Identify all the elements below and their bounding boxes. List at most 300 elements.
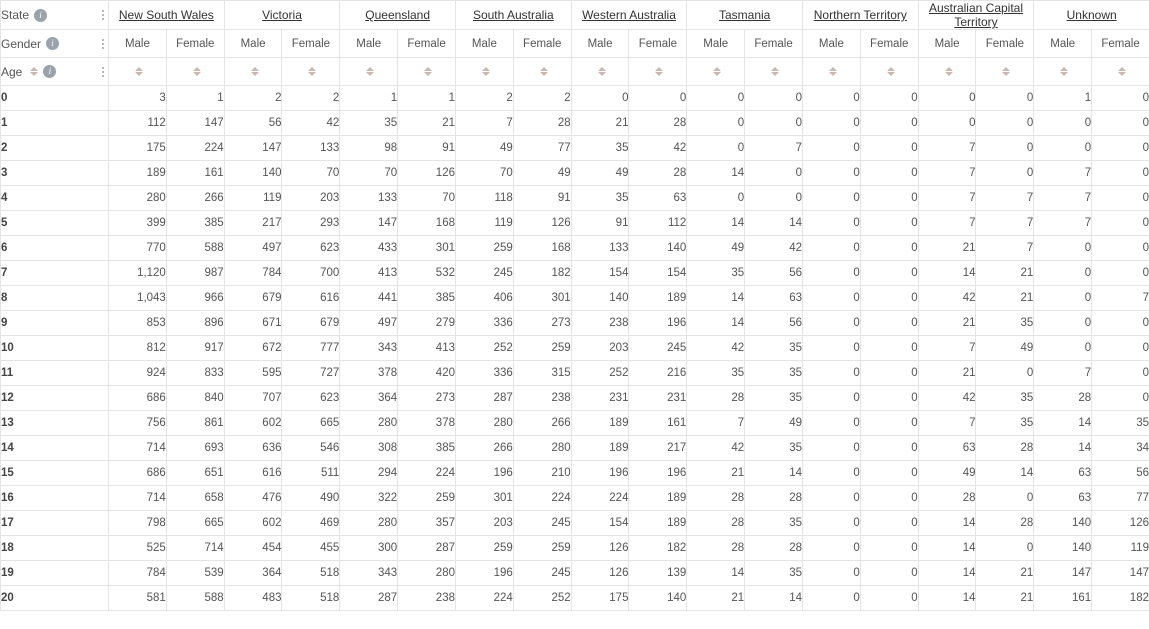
table-cell: 2 — [455, 86, 513, 111]
state-header-link[interactable]: Queensland — [365, 8, 431, 22]
table-cell: 455 — [282, 536, 340, 561]
table-cell: 7 — [918, 411, 976, 436]
table-cell: 245 — [513, 561, 571, 586]
gender-header-13[interactable]: Female — [860, 30, 918, 58]
table-cell: 853 — [109, 311, 167, 336]
table-cell: 0 — [1034, 336, 1092, 361]
state-row-label[interactable] — [1, 1, 109, 30]
table-cell: 0 — [1034, 311, 1092, 336]
gender-header-3[interactable]: Female — [282, 30, 340, 58]
table-cell: 0 — [1092, 386, 1149, 411]
table-cell: 189 — [629, 486, 687, 511]
age-label-text: Age — [1, 64, 23, 79]
gender-header-4[interactable]: Male — [340, 30, 398, 58]
age-sort-icon[interactable] — [30, 67, 38, 76]
table-cell: 28 — [976, 511, 1034, 536]
table-cell: 126 — [398, 161, 456, 186]
table-cell: 0 — [1092, 361, 1149, 386]
table-cell: 91 — [398, 136, 456, 161]
state-header-6[interactable] — [802, 1, 918, 30]
table-cell: 7 — [918, 336, 976, 361]
table-row — [1, 361, 1149, 386]
table-cell: 35 — [745, 561, 803, 586]
table-cell: 0 — [802, 461, 860, 486]
table-cell: 7 — [976, 211, 1034, 236]
table-cell: 322 — [340, 486, 398, 511]
table-cell: 0 — [860, 561, 918, 586]
table-cell: 0 — [687, 136, 745, 161]
gender-header-7[interactable]: Female — [513, 30, 571, 58]
gender-header-0[interactable]: Male — [109, 30, 167, 58]
table-cell: 301 — [455, 486, 513, 511]
sort-icon[interactable] — [251, 67, 259, 76]
table-cell: 35 — [745, 361, 803, 386]
table-cell: 35 — [745, 336, 803, 361]
table-cell: 0 — [860, 211, 918, 236]
table-cell: 0 — [1092, 86, 1149, 111]
table-cell: 525 — [109, 536, 167, 561]
table-cell: 497 — [340, 311, 398, 336]
gender-header-12[interactable]: Male — [802, 30, 860, 58]
table-cell: 0 — [745, 186, 803, 211]
sort-icon[interactable] — [366, 67, 374, 76]
table-cell: 966 — [166, 286, 224, 311]
table-cell: 231 — [571, 386, 629, 411]
table-cell: 0 — [687, 186, 745, 211]
sort-icon[interactable] — [655, 67, 663, 76]
table-cell: 0 — [976, 536, 1034, 561]
table-cell: 399 — [109, 211, 167, 236]
row-header-age: 10 — [1, 336, 109, 361]
sort-icon[interactable] — [1002, 67, 1010, 76]
table-cell: 273 — [513, 311, 571, 336]
table-cell: 280 — [398, 561, 456, 586]
column-sort-15[interactable] — [976, 58, 1034, 86]
table-cell: 0 — [860, 261, 918, 286]
state-header-link[interactable]: Australian Capital Territory — [928, 1, 1024, 29]
table-cell: 154 — [571, 261, 629, 286]
table-cell: 161 — [629, 411, 687, 436]
state-header-link[interactable]: Tasmania — [718, 8, 771, 22]
table-cell: 0 — [1092, 336, 1149, 361]
table-cell: 56 — [1092, 461, 1149, 486]
table-cell: 0 — [802, 236, 860, 261]
table-cell: 56 — [745, 311, 803, 336]
table-cell: 0 — [802, 436, 860, 461]
table-cell: 35 — [340, 111, 398, 136]
sort-icon[interactable] — [193, 67, 201, 76]
table-cell: 203 — [282, 186, 340, 211]
table-cell: 49 — [918, 461, 976, 486]
table-cell: 784 — [109, 561, 167, 586]
table-cell: 0 — [802, 211, 860, 236]
table-cell: 35 — [745, 436, 803, 461]
table-cell: 0 — [1092, 161, 1149, 186]
sort-icon[interactable] — [829, 67, 837, 76]
row-header-age: 20 — [1, 586, 109, 611]
gender-header-17[interactable]: Female — [1092, 30, 1149, 58]
gender-menu-icon[interactable] — [98, 30, 108, 57]
table-cell: 0 — [802, 386, 860, 411]
table-cell: 7 — [918, 161, 976, 186]
table-cell: 63 — [629, 186, 687, 211]
column-sort-12[interactable] — [802, 58, 860, 86]
table-cell: 0 — [860, 111, 918, 136]
table-cell: 2 — [282, 86, 340, 111]
table-cell: 433 — [340, 236, 398, 261]
gender-header-15[interactable]: Female — [976, 30, 1034, 58]
table-cell: 0 — [802, 261, 860, 286]
table-body — [1, 86, 1149, 611]
table-cell: 112 — [109, 111, 167, 136]
column-sort-4[interactable] — [340, 58, 398, 86]
table-cell: 0 — [802, 336, 860, 361]
table-cell: 168 — [398, 211, 456, 236]
table-cell: 679 — [282, 311, 340, 336]
table-cell: 665 — [166, 511, 224, 536]
table-cell: 21 — [398, 111, 456, 136]
table-cell: 679 — [224, 286, 282, 311]
sort-icon[interactable] — [308, 67, 316, 76]
table-cell: 665 — [282, 411, 340, 436]
table-row — [1, 386, 1149, 411]
state-header-8[interactable] — [1034, 1, 1149, 30]
row-header-age: 13 — [1, 411, 109, 436]
table-cell: 28 — [918, 486, 976, 511]
table-cell: 2 — [224, 86, 282, 111]
sort-icon[interactable] — [598, 67, 606, 76]
table-cell: 0 — [860, 511, 918, 536]
table-cell: 315 — [513, 361, 571, 386]
table-cell: 0 — [802, 511, 860, 536]
table-cell: 28 — [513, 111, 571, 136]
table-cell: 42 — [629, 136, 687, 161]
table-cell: 224 — [455, 586, 513, 611]
table-cell: 0 — [860, 386, 918, 411]
table-cell: 441 — [340, 286, 398, 311]
table-cell: 49 — [687, 236, 745, 261]
table-cell: 14 — [745, 586, 803, 611]
table-cell: 784 — [224, 261, 282, 286]
table-cell: 126 — [513, 211, 571, 236]
column-sort-9[interactable] — [629, 58, 687, 86]
table-cell: 770 — [109, 236, 167, 261]
column-sort-6[interactable] — [455, 58, 513, 86]
table-cell: 454 — [224, 536, 282, 561]
gender-header-10[interactable]: Male — [687, 30, 745, 58]
column-sort-17[interactable] — [1092, 58, 1149, 86]
table-cell: 238 — [398, 586, 456, 611]
column-sort-16[interactable] — [1034, 58, 1092, 86]
state-header-link[interactable]: Northern Territory — [813, 8, 907, 22]
table-cell: 133 — [340, 186, 398, 211]
column-sort-2[interactable] — [224, 58, 282, 86]
state-header-4[interactable] — [571, 1, 687, 30]
table-cell: 35 — [571, 186, 629, 211]
table-cell: 182 — [629, 536, 687, 561]
table-row — [1, 261, 1149, 286]
row-header-age: 1 — [1, 111, 109, 136]
gender-header-11[interactable]: Female — [745, 30, 803, 58]
table-cell: 0 — [976, 86, 1034, 111]
table-cell: 0 — [802, 86, 860, 111]
table-cell: 280 — [109, 186, 167, 211]
table-cell: 273 — [398, 386, 456, 411]
row-header-age: 17 — [1, 511, 109, 536]
table-cell: 35 — [976, 311, 1034, 336]
table-row — [1, 186, 1149, 211]
state-header-3[interactable] — [455, 1, 571, 30]
table-cell: 0 — [860, 436, 918, 461]
table-header — [1, 1, 1149, 86]
column-sort-0[interactable] — [109, 58, 167, 86]
table-cell: 0 — [1092, 186, 1149, 211]
table-cell: 511 — [282, 461, 340, 486]
table-row — [1, 436, 1149, 461]
table-cell: 0 — [860, 86, 918, 111]
state-header-1[interactable] — [224, 1, 340, 30]
table-cell: 216 — [629, 361, 687, 386]
table-cell: 896 — [166, 311, 224, 336]
table-cell: 0 — [802, 286, 860, 311]
table-cell: 196 — [629, 461, 687, 486]
table-cell: 21 — [918, 361, 976, 386]
table-cell: 21 — [976, 586, 1034, 611]
sort-icon[interactable] — [135, 67, 143, 76]
state-header-link[interactable]: South Australia — [472, 8, 554, 22]
table-cell: 14 — [745, 211, 803, 236]
table-cell: 602 — [224, 511, 282, 536]
table-cell: 175 — [109, 136, 167, 161]
table-cell: 70 — [340, 161, 398, 186]
state-header-7[interactable] — [918, 1, 1034, 30]
table-cell: 217 — [629, 436, 687, 461]
sort-icon[interactable] — [713, 67, 721, 76]
column-sort-8[interactable] — [571, 58, 629, 86]
table-cell: 0 — [860, 336, 918, 361]
table-cell: 14 — [976, 461, 1034, 486]
sort-icon[interactable] — [540, 67, 548, 76]
gender-header-2[interactable]: Male — [224, 30, 282, 58]
gender-header-14[interactable]: Male — [918, 30, 976, 58]
table-cell: 546 — [282, 436, 340, 461]
table-cell: 1 — [340, 86, 398, 111]
info-icon[interactable]: i — [43, 65, 56, 78]
table-cell: 189 — [629, 286, 687, 311]
table-cell: 140 — [1034, 511, 1092, 536]
table-cell: 636 — [224, 436, 282, 461]
table-cell: 7 — [687, 411, 745, 436]
table-cell: 49 — [455, 136, 513, 161]
gender-header-1[interactable]: Female — [166, 30, 224, 58]
table-cell: 364 — [340, 386, 398, 411]
table-cell: 343 — [340, 561, 398, 586]
table-cell: 686 — [109, 386, 167, 411]
table-cell: 833 — [166, 361, 224, 386]
table-cell: 7 — [976, 186, 1034, 211]
sort-icon[interactable] — [1118, 67, 1126, 76]
table-cell: 707 — [224, 386, 282, 411]
table-cell: 91 — [571, 211, 629, 236]
table-row — [1, 111, 1149, 136]
table-cell: 343 — [340, 336, 398, 361]
table-cell: 287 — [340, 586, 398, 611]
table-cell: 49 — [571, 161, 629, 186]
table-cell: 21 — [976, 261, 1034, 286]
table-cell: 0 — [687, 111, 745, 136]
sort-icon[interactable] — [424, 67, 432, 76]
column-sort-11[interactable] — [745, 58, 803, 86]
state-header-link[interactable]: Western Australia — [582, 8, 676, 22]
table-cell: 700 — [282, 261, 340, 286]
table-cell: 686 — [109, 461, 167, 486]
table-cell: 224 — [398, 461, 456, 486]
state-menu-icon[interactable] — [98, 1, 108, 29]
sort-icon[interactable] — [887, 67, 895, 76]
table-cell: 0 — [802, 111, 860, 136]
table-cell: 28 — [687, 486, 745, 511]
table-cell: 1 — [398, 86, 456, 111]
row-header-age: 14 — [1, 436, 109, 461]
column-sort-1[interactable] — [166, 58, 224, 86]
column-sort-3[interactable] — [282, 58, 340, 86]
state-header-link[interactable]: Unknown — [1066, 8, 1117, 22]
table-cell: 0 — [860, 186, 918, 211]
table-cell: 0 — [802, 311, 860, 336]
info-icon[interactable]: i — [46, 37, 59, 50]
state-header-link[interactable]: New South Wales — [118, 8, 214, 22]
gender-header-16[interactable]: Male — [1034, 30, 1092, 58]
column-sort-7[interactable] — [513, 58, 571, 86]
age-row-label[interactable] — [1, 58, 109, 86]
gender-header-5[interactable]: Female — [398, 30, 456, 58]
table-cell: 189 — [109, 161, 167, 186]
table-cell: 35 — [687, 261, 745, 286]
table-cell: 224 — [166, 136, 224, 161]
table-cell: 7 — [1034, 186, 1092, 211]
state-header-row — [1, 1, 1149, 30]
row-header-age: 18 — [1, 536, 109, 561]
table-cell: 259 — [455, 536, 513, 561]
table-cell: 49 — [745, 411, 803, 436]
age-menu-icon[interactable] — [98, 58, 108, 85]
column-sort-5[interactable] — [398, 58, 456, 86]
table-cell: 385 — [166, 211, 224, 236]
table-cell: 182 — [513, 261, 571, 286]
table-row — [1, 536, 1149, 561]
table-cell: 0 — [1092, 311, 1149, 336]
state-label-text: State — [1, 8, 30, 22]
sort-icon[interactable] — [1060, 67, 1068, 76]
state-header-link[interactable]: Victoria — [262, 8, 302, 22]
table-cell: 203 — [455, 511, 513, 536]
table-cell: 357 — [398, 511, 456, 536]
gender-header-8[interactable]: Male — [571, 30, 629, 58]
table-cell: 0 — [1092, 236, 1149, 261]
table-cell: 0 — [1034, 111, 1092, 136]
table-cell: 70 — [398, 186, 456, 211]
table-cell: 14 — [687, 311, 745, 336]
state-header-5[interactable] — [687, 1, 803, 30]
row-header-age: 19 — [1, 561, 109, 586]
table-cell: 196 — [629, 311, 687, 336]
table-cell: 21 — [976, 286, 1034, 311]
table-cell: 133 — [282, 136, 340, 161]
table-cell: 336 — [455, 361, 513, 386]
column-sort-10[interactable] — [687, 58, 745, 86]
table-cell: 35 — [1092, 411, 1149, 436]
info-icon[interactable]: i — [34, 9, 47, 22]
table-cell: 14 — [687, 561, 745, 586]
table-cell: 714 — [109, 486, 167, 511]
table-cell: 28 — [976, 436, 1034, 461]
row-header-age: 6 — [1, 236, 109, 261]
gender-header-6[interactable]: Male — [455, 30, 513, 58]
table-cell: 287 — [455, 386, 513, 411]
table-cell: 336 — [455, 311, 513, 336]
table-cell: 140 — [224, 161, 282, 186]
table-cell: 623 — [282, 386, 340, 411]
table-cell: 651 — [166, 461, 224, 486]
table-cell: 28 — [687, 536, 745, 561]
table-cell: 293 — [282, 211, 340, 236]
sort-icon[interactable] — [482, 67, 490, 76]
sort-icon[interactable] — [771, 67, 779, 76]
table-cell: 861 — [166, 411, 224, 436]
table-cell: 693 — [166, 436, 224, 461]
sort-icon[interactable] — [945, 67, 953, 76]
column-sort-13[interactable] — [860, 58, 918, 86]
row-header-age: 8 — [1, 286, 109, 311]
table-cell: 14 — [918, 586, 976, 611]
table-row — [1, 486, 1149, 511]
state-header-0[interactable] — [109, 1, 225, 30]
table-row — [1, 561, 1149, 586]
table-cell: 42 — [687, 336, 745, 361]
table-cell: 42 — [918, 386, 976, 411]
table-cell: 91 — [513, 186, 571, 211]
table-cell: 672 — [224, 336, 282, 361]
table-row — [1, 336, 1149, 361]
table-cell: 7 — [976, 236, 1034, 261]
table-cell: 588 — [166, 236, 224, 261]
table-cell: 0 — [571, 86, 629, 111]
table-cell: 140 — [571, 286, 629, 311]
age-sort-row — [1, 58, 1149, 86]
table-cell: 0 — [918, 111, 976, 136]
table-cell: 35 — [976, 386, 1034, 411]
table-cell: 0 — [1034, 136, 1092, 161]
table-cell: 0 — [1092, 136, 1149, 161]
table-cell: 0 — [860, 461, 918, 486]
gender-header-row — [1, 30, 1149, 58]
table-cell: 56 — [745, 261, 803, 286]
table-cell: 294 — [340, 461, 398, 486]
table-cell: 798 — [109, 511, 167, 536]
table-cell: 714 — [166, 536, 224, 561]
table-cell: 490 — [282, 486, 340, 511]
table-cell: 0 — [745, 111, 803, 136]
column-sort-14[interactable] — [918, 58, 976, 86]
table-row — [1, 511, 1149, 536]
table-cell: 0 — [687, 86, 745, 111]
state-header-2[interactable] — [340, 1, 456, 30]
table-cell: 28 — [687, 511, 745, 536]
gender-row-label[interactable] — [1, 30, 109, 58]
table-cell: 840 — [166, 386, 224, 411]
gender-header-9[interactable]: Female — [629, 30, 687, 58]
table-cell: 259 — [455, 236, 513, 261]
